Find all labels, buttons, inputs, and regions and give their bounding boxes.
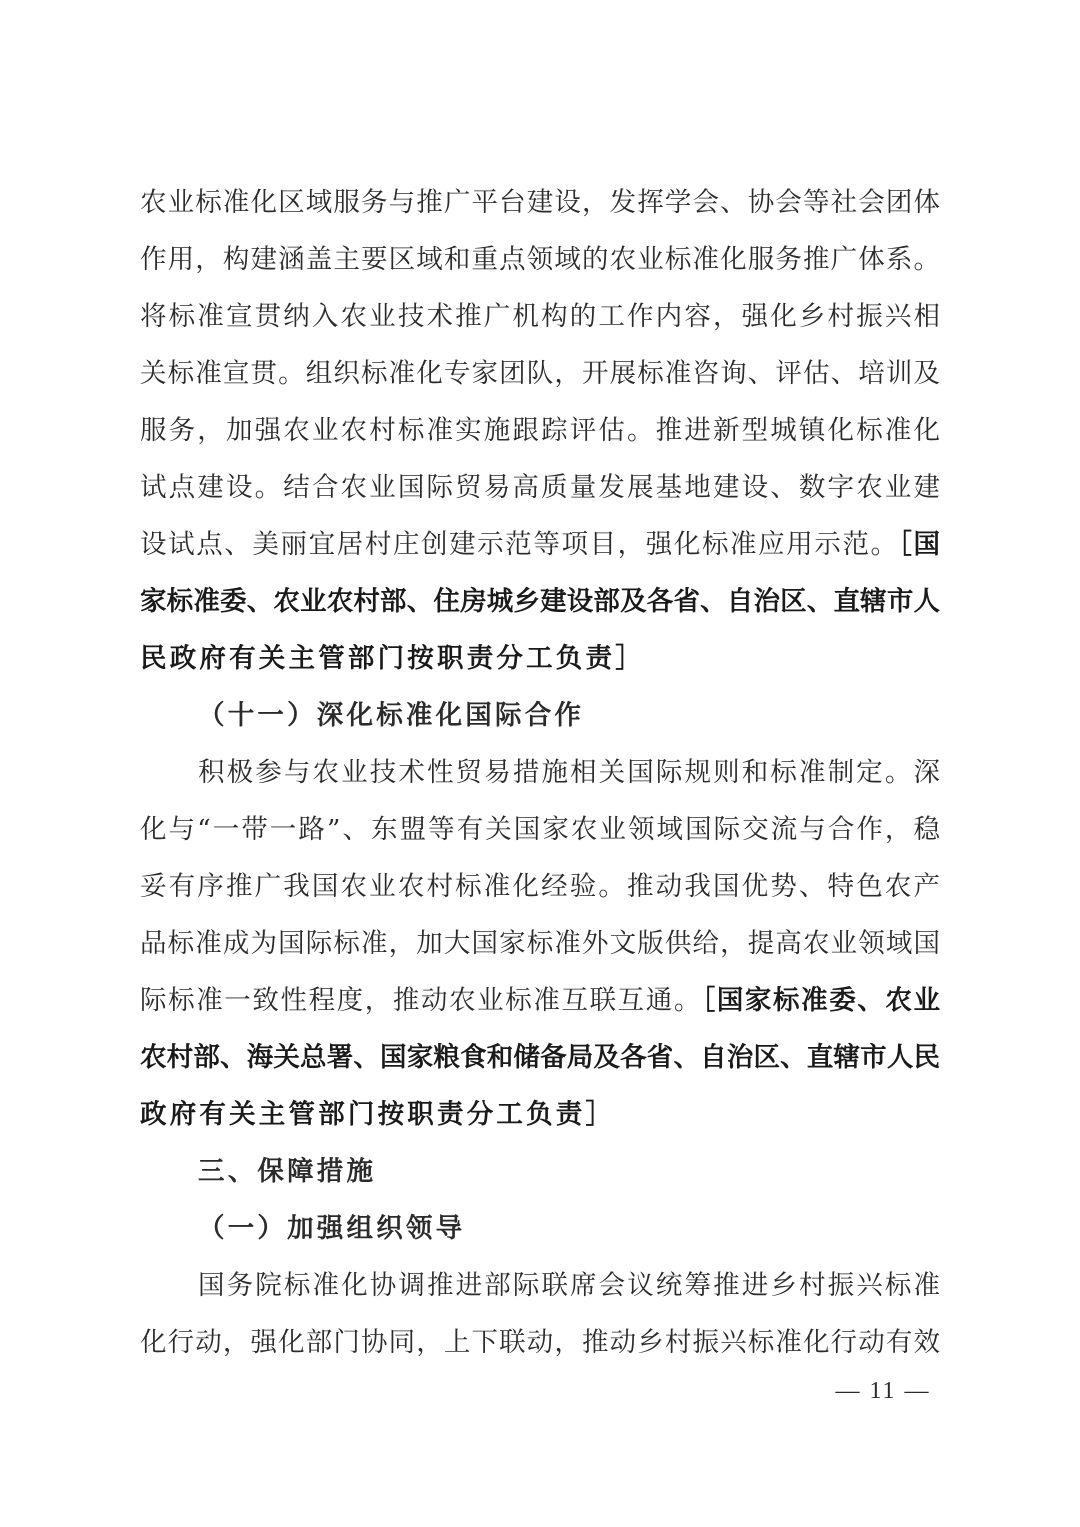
- page-number: — 11 —: [835, 1378, 931, 1404]
- paragraph-line: 品标准成为国际标准，加大国家标准外文版供给，提高农业领域国: [140, 928, 940, 959]
- paragraph-text: 际标准一致性程度，推动农业标准互联互通。: [140, 985, 702, 1016]
- paragraph-line: 国务院标准化协调推进部际联席会议统筹推进乡村振兴标准: [198, 1270, 940, 1301]
- paragraph-line: 关标准宣贯。组织标准化专家团队，开展标准咨询、评估、培训及: [140, 358, 940, 389]
- subsection-heading: （一）加强组织领导: [198, 1213, 466, 1244]
- responsibility-note: ［国家标准委、农业: [701, 985, 941, 1016]
- document-body: [140, 174, 940, 1371]
- paragraph-line-mixed: [140, 972, 940, 1029]
- chapter-heading: 三、保障措施: [198, 1156, 377, 1187]
- paragraph-line: 农业标准化区域服务与推广平台建设，发挥学会、协会等社会团体: [140, 187, 940, 218]
- responsibility-note: 家标准委、农业农村部、住房城乡建设部及各省、自治区、直辖市人: [140, 586, 940, 617]
- paragraph-line: 积极参与农业技术性贸易措施相关国际规则和标准制定。深: [198, 757, 940, 788]
- paragraph-line: 化与“一带一路”、东盟等有关国家农业领域国际交流与合作，稳: [140, 814, 940, 845]
- responsibility-note: 民政府有关主管部门按职责分工负责］: [140, 643, 645, 674]
- paragraph-line: 服务，加强农业农村标准实施跟踪评估。推进新型城镇化标准化: [140, 415, 940, 446]
- paragraph-line: 作用，构建涵盖主要区域和重点领域的农业标准化服务推广体系。: [140, 244, 940, 275]
- paragraph-line-mixed: [140, 516, 940, 573]
- responsibility-note: ［国: [898, 529, 941, 560]
- paragraph-line: 将标准宣贯纳入农业技术推广机构的工作内容，强化乡村振兴相: [140, 301, 940, 332]
- paragraph-line: 化行动，强化部门协同，上下联动，推动乡村振兴标准化行动有效: [140, 1327, 940, 1358]
- paragraph-line: 试点建设。结合农业国际贸易高质量发展基地建设、数字农业建: [140, 472, 940, 503]
- paragraph-line: 妥有序推广我国农业农村标准化经验。推动我国优势、特色农产: [140, 871, 940, 902]
- responsibility-note: 政府有关主管部门按职责分工负责］: [140, 1099, 616, 1130]
- section-heading: （十一）深化标准化国际合作: [198, 700, 585, 731]
- paragraph-text: 设试点、美丽宜居村庄创建示范等项目，强化标准应用示范。: [140, 529, 899, 560]
- responsibility-note: 农村部、海关总署、国家粮食和储备局及各省、自治区、直辖市人民: [140, 1042, 940, 1073]
